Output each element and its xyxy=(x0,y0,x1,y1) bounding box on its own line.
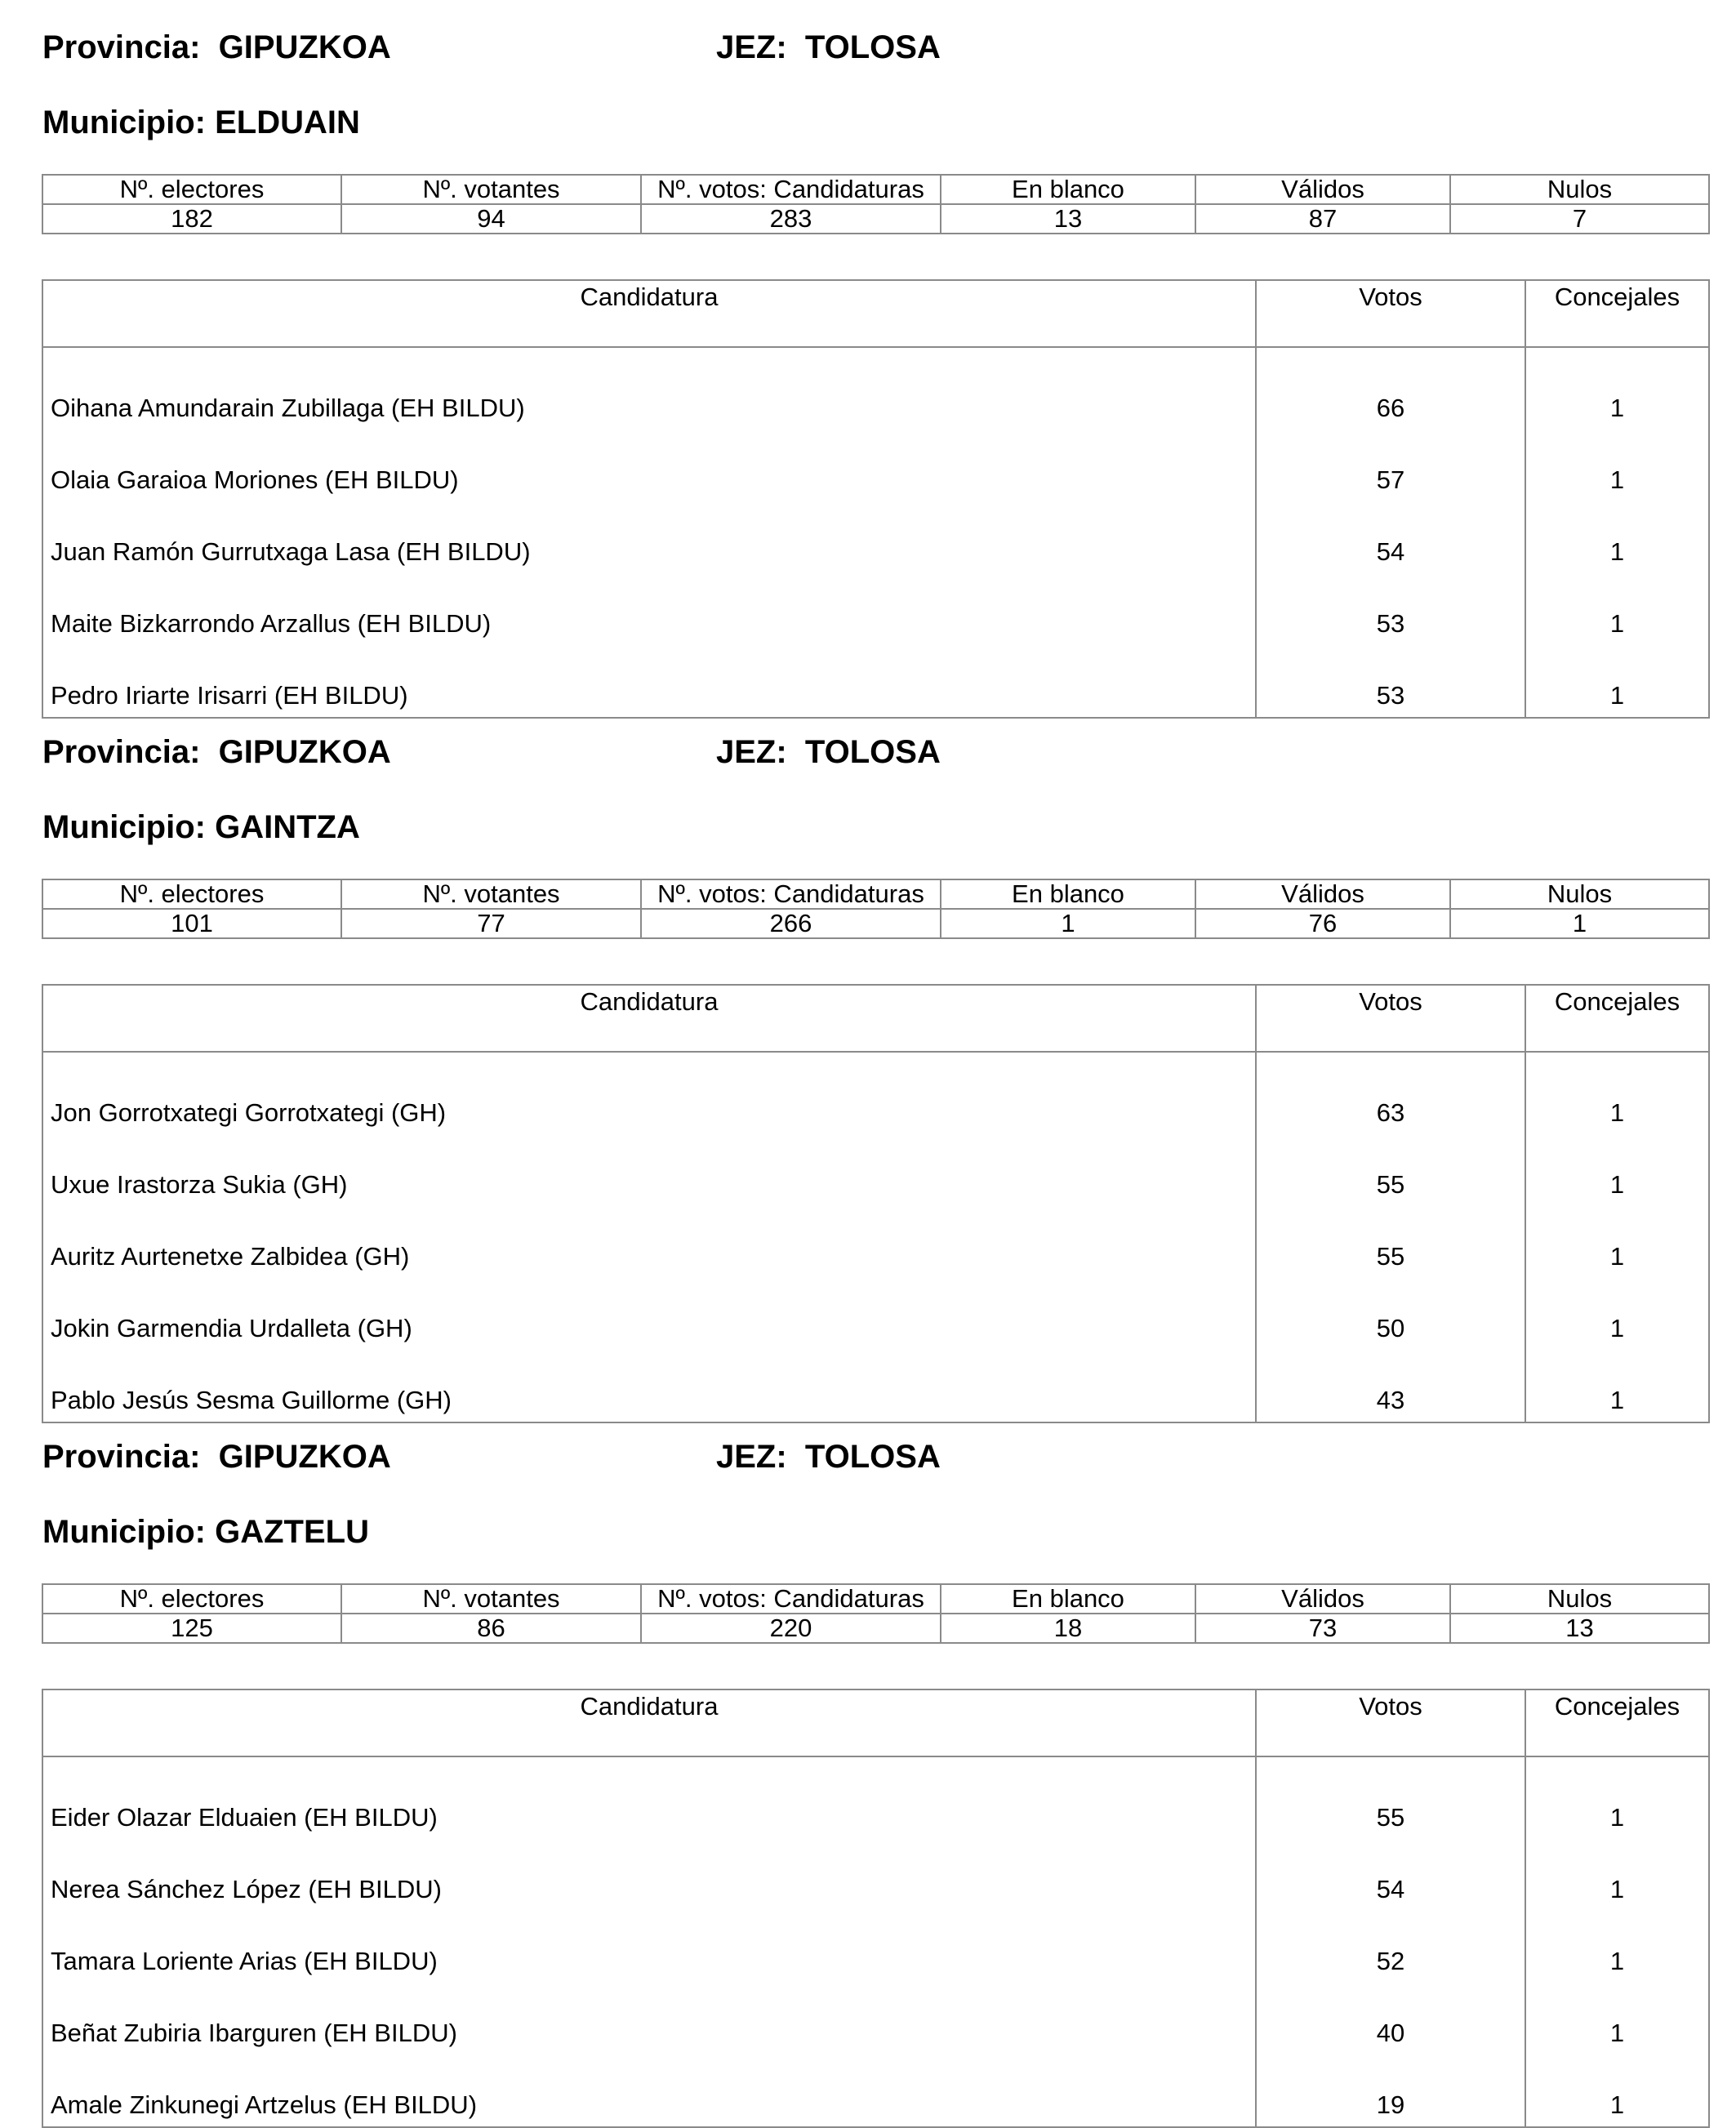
candidate-row xyxy=(42,1206,1709,1278)
candidate-votes: 43 xyxy=(1256,1350,1525,1422)
stats-header-cell: Nº. electores xyxy=(42,879,341,909)
stats-header-cell: En blanco xyxy=(941,1584,1195,1614)
stats-value-cell: 7 xyxy=(1450,204,1709,234)
stats-value-row xyxy=(42,909,1709,938)
candidate-seats: 1 xyxy=(1525,1350,1709,1422)
candidate-row xyxy=(42,1278,1709,1350)
candidate-name: Auritz Aurtenetxe Zalbidea (GH) xyxy=(42,1206,1256,1278)
stats-header-cell: Válidos xyxy=(1195,879,1450,909)
candidate-name: Pedro Iriarte Irisarri (EH BILDU) xyxy=(42,645,1256,718)
candidate-name: Tamara Loriente Arias (EH BILDU) xyxy=(42,1911,1256,1983)
candidate-name: Eider Olazar Elduaien (EH BILDU) xyxy=(42,1756,1256,1839)
candidate-seats: 1 xyxy=(1525,1911,1709,1983)
stats-header-row xyxy=(42,175,1709,204)
candidatura-header: Candidatura xyxy=(42,1689,1256,1756)
provincia-value: GIPUZKOA xyxy=(218,29,391,65)
jez-label: JEZ: xyxy=(716,734,787,770)
concejales-header: Concejales xyxy=(1525,1689,1709,1756)
candidate-seats: 1 xyxy=(1525,430,1709,501)
provincia-heading xyxy=(42,732,391,772)
candidates-table xyxy=(42,279,1710,719)
stats-header-cell: Nulos xyxy=(1450,175,1709,204)
candidate-name: Beñat Zubiria Ibarguren (EH BILDU) xyxy=(42,1983,1256,2055)
stats-value-cell: 73 xyxy=(1195,1614,1450,1643)
stats-value-cell: 13 xyxy=(941,204,1195,234)
concejales-header: Concejales xyxy=(1525,280,1709,347)
candidate-row xyxy=(42,1839,1709,1911)
candidate-votes: 54 xyxy=(1256,501,1525,573)
candidate-row xyxy=(42,1911,1709,1983)
candidate-seats: 1 xyxy=(1525,1983,1709,2055)
stats-value-cell: 283 xyxy=(641,204,941,234)
provincia-label: Provincia: xyxy=(42,734,201,770)
stats-value-cell: 1 xyxy=(941,909,1195,938)
candidatura-header: Candidatura xyxy=(42,985,1256,1052)
candidate-row xyxy=(42,645,1709,718)
candidate-name: Olaia Garaioa Moriones (EH BILDU) xyxy=(42,430,1256,501)
stats-header-cell: Nº. votantes xyxy=(341,879,641,909)
stats-value-row xyxy=(42,204,1709,234)
candidate-name: Pablo Jesús Sesma Guillorme (GH) xyxy=(42,1350,1256,1422)
candidate-name: Juan Ramón Gurrutxaga Lasa (EH BILDU) xyxy=(42,501,1256,573)
jez-heading xyxy=(716,732,941,772)
provincia-heading xyxy=(42,1437,391,1476)
candidate-name: Jokin Garmendia Urdalleta (GH) xyxy=(42,1278,1256,1350)
candidate-seats: 1 xyxy=(1525,573,1709,645)
stats-header-cell: En blanco xyxy=(941,879,1195,909)
jez-label: JEZ: xyxy=(716,1439,787,1475)
provincia-label: Provincia: xyxy=(42,29,201,65)
stats-header-cell: Nº. votos: Candidaturas xyxy=(641,1584,941,1614)
candidate-row xyxy=(42,2055,1709,2127)
stats-value-cell: 86 xyxy=(341,1614,641,1643)
provincia-value: GIPUZKOA xyxy=(218,734,391,770)
stats-value-cell: 125 xyxy=(42,1614,341,1643)
stats-header-cell: Nº. electores xyxy=(42,175,341,204)
municipio-heading xyxy=(42,1512,369,1551)
jez-heading xyxy=(716,1437,941,1476)
municipio-heading xyxy=(42,103,360,142)
stats-header-cell: Nº. votantes xyxy=(341,1584,641,1614)
candidates-table xyxy=(42,1689,1710,2128)
candidate-seats: 1 xyxy=(1525,645,1709,718)
candidates-header-row xyxy=(42,1689,1709,1756)
candidate-seats: 1 xyxy=(1525,1278,1709,1350)
candidate-name: Amale Zinkunegi Artzelus (EH BILDU) xyxy=(42,2055,1256,2127)
stats-value-cell: 266 xyxy=(641,909,941,938)
candidate-name: Maite Bizkarrondo Arzallus (EH BILDU) xyxy=(42,573,1256,645)
stats-value-cell: 101 xyxy=(42,909,341,938)
candidate-row xyxy=(42,1052,1709,1134)
stats-header-cell: Válidos xyxy=(1195,1584,1450,1614)
candidate-seats: 1 xyxy=(1525,1206,1709,1278)
stats-header-cell: En blanco xyxy=(941,175,1195,204)
stats-header-cell: Nulos xyxy=(1450,879,1709,909)
candidates-table xyxy=(42,984,1710,1423)
candidate-name: Oihana Amundarain Zubillaga (EH BILDU) xyxy=(42,347,1256,430)
candidate-name: Uxue Irastorza Sukia (GH) xyxy=(42,1134,1256,1206)
candidate-votes: 40 xyxy=(1256,1983,1525,2055)
jez-value: TOLOSA xyxy=(804,29,941,65)
candidate-seats: 1 xyxy=(1525,1756,1709,1839)
candidatura-header: Candidatura xyxy=(42,280,1256,347)
candidate-votes: 53 xyxy=(1256,645,1525,718)
municipio-label: Municipio: xyxy=(42,105,206,140)
candidate-row xyxy=(42,1983,1709,2055)
stats-table xyxy=(42,174,1710,234)
municipio-label: Municipio: xyxy=(42,1514,206,1550)
provincia-label: Provincia: xyxy=(42,1439,201,1475)
stats-header-cell: Nulos xyxy=(1450,1584,1709,1614)
jez-heading xyxy=(716,28,941,67)
stats-header-cell: Nº. votos: Candidaturas xyxy=(641,175,941,204)
candidate-votes: 54 xyxy=(1256,1839,1525,1911)
candidate-votes: 57 xyxy=(1256,430,1525,501)
candidate-row xyxy=(42,1756,1709,1839)
stats-header-cell: Válidos xyxy=(1195,175,1450,204)
candidate-seats: 1 xyxy=(1525,2055,1709,2127)
candidate-seats: 1 xyxy=(1525,1134,1709,1206)
candidate-votes: 63 xyxy=(1256,1052,1525,1134)
stats-table xyxy=(42,879,1710,939)
jez-value: TOLOSA xyxy=(804,734,941,770)
stats-value-cell: 1 xyxy=(1450,909,1709,938)
stats-value-cell: 77 xyxy=(341,909,641,938)
candidate-row xyxy=(42,430,1709,501)
candidate-row xyxy=(42,573,1709,645)
candidate-row xyxy=(42,1350,1709,1422)
candidate-votes: 19 xyxy=(1256,2055,1525,2127)
stats-value-cell: 87 xyxy=(1195,204,1450,234)
concejales-header: Concejales xyxy=(1525,985,1709,1052)
candidates-header-row xyxy=(42,985,1709,1052)
candidate-row xyxy=(42,1134,1709,1206)
candidate-seats: 1 xyxy=(1525,1839,1709,1911)
candidate-votes: 52 xyxy=(1256,1911,1525,1983)
municipio-value: ELDUAIN xyxy=(215,105,360,140)
candidate-seats: 1 xyxy=(1525,347,1709,430)
candidate-votes: 50 xyxy=(1256,1278,1525,1350)
municipio-value: GAINTZA xyxy=(215,809,360,845)
candidate-votes: 55 xyxy=(1256,1134,1525,1206)
stats-value-cell: 182 xyxy=(42,204,341,234)
candidate-row xyxy=(42,501,1709,573)
stats-value-cell: 94 xyxy=(341,204,641,234)
jez-label: JEZ: xyxy=(716,29,787,65)
candidate-seats: 1 xyxy=(1525,501,1709,573)
stats-value-cell: 220 xyxy=(641,1614,941,1643)
votos-header: Votos xyxy=(1256,1689,1525,1756)
stats-header-row xyxy=(42,879,1709,909)
candidates-header-row xyxy=(42,280,1709,347)
candidate-votes: 55 xyxy=(1256,1206,1525,1278)
jez-value: TOLOSA xyxy=(804,1439,941,1475)
candidate-seats: 1 xyxy=(1525,1052,1709,1134)
candidate-row xyxy=(42,347,1709,430)
candidate-votes: 53 xyxy=(1256,573,1525,645)
candidate-votes: 66 xyxy=(1256,347,1525,430)
provincia-heading xyxy=(42,28,391,67)
stats-header-cell: Nº. electores xyxy=(42,1584,341,1614)
stats-header-row xyxy=(42,1584,1709,1614)
stats-value-cell: 13 xyxy=(1450,1614,1709,1643)
candidate-name: Nerea Sánchez López (EH BILDU) xyxy=(42,1839,1256,1911)
candidate-votes: 55 xyxy=(1256,1756,1525,1839)
stats-table xyxy=(42,1583,1710,1644)
municipio-heading xyxy=(42,808,360,847)
candidate-name: Jon Gorrotxategi Gorrotxategi (GH) xyxy=(42,1052,1256,1134)
stats-header-cell: Nº. votantes xyxy=(341,175,641,204)
municipio-value: GAZTELU xyxy=(215,1514,369,1550)
municipio-label: Municipio: xyxy=(42,809,206,845)
stats-header-cell: Nº. votos: Candidaturas xyxy=(641,879,941,909)
provincia-value: GIPUZKOA xyxy=(218,1439,391,1475)
votos-header: Votos xyxy=(1256,985,1525,1052)
stats-value-cell: 18 xyxy=(941,1614,1195,1643)
stats-value-row xyxy=(42,1614,1709,1643)
stats-value-cell: 76 xyxy=(1195,909,1450,938)
votos-header: Votos xyxy=(1256,280,1525,347)
